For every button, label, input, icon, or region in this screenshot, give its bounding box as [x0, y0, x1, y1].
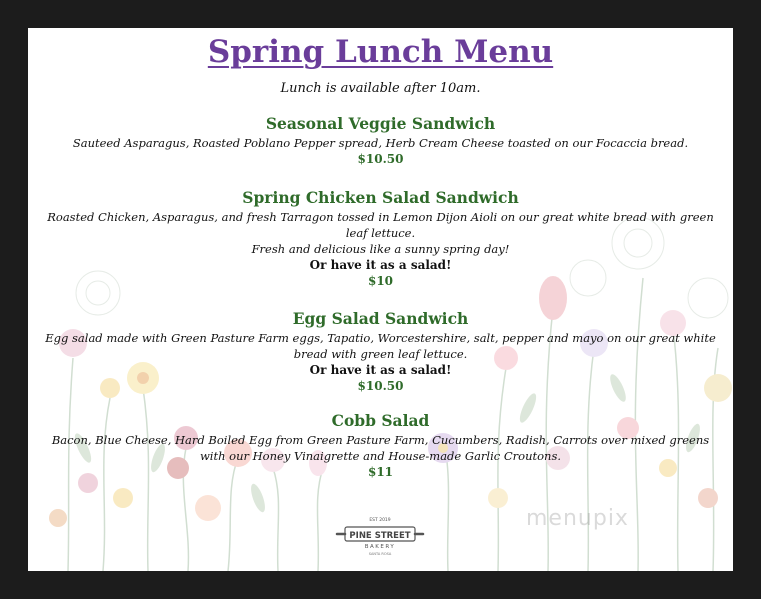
item-description: Sauteed Asparagus, Roasted Poblano Pepper spread, Herb Cream Cheese toasted on our Focaccia bread. [72, 136, 689, 150]
logo-name: PINE STREET [349, 531, 411, 541]
item-price: $11 [367, 465, 394, 479]
menupix-watermark: menupix [526, 506, 629, 531]
menu-title: Spring Lunch Menu [207, 34, 554, 70]
item-description: Bacon, Blue Cheese, Hard Boiled Egg from Green Pasture Farm, Cucumbers, Radish, Carrots over mixed greens with our Honey Vinaigrette and House-made Garlic Croutons. [51, 433, 710, 463]
logo-sub: BAKERY [364, 544, 396, 550]
pine-street-bakery-logo [333, 514, 427, 560]
item-salad-option: Or have it as a salad! [309, 258, 452, 272]
menu-item-spring-chicken-salad-sandwich [38, 188, 723, 290]
item-name: Cobb Salad [331, 411, 430, 430]
menu-item-egg-salad-sandwich [38, 309, 723, 395]
item-description: Roasted Chicken, Asparagus, and fresh Tarragon tossed in Lemon Dijon Aioli on our great white bread with green leaf lettuce. [47, 210, 714, 240]
logo-est: EST 2019 [369, 518, 391, 523]
item-salad-option: Or have it as a salad! [309, 363, 452, 377]
item-name: Egg Salad Sandwich [292, 309, 469, 328]
menu-item-cobb-salad [38, 411, 723, 481]
item-price: $10.50 [357, 379, 404, 393]
item-description: Egg salad made with Green Pasture Farm eggs, Tapatio, Worcestershire, salt, pepper and mayo on our great white bread with green leaf lettuce. [45, 331, 716, 361]
item-price: $10 [367, 274, 394, 288]
item-name: Seasonal Veggie Sandwich [265, 114, 496, 133]
logo-small: SANTA ROSA [368, 552, 392, 556]
item-name: Spring Chicken Salad Sandwich [242, 188, 519, 207]
menu-page [28, 28, 733, 571]
item-price: $10.50 [357, 152, 404, 166]
item-tagline: Fresh and delicious like a sunny spring day! [251, 242, 510, 256]
menu-item-seasonal-veggie-sandwich [38, 114, 723, 168]
menu-subtitle: Lunch is available after 10am. [280, 81, 481, 96]
floral-background-illustration [28, 28, 733, 571]
